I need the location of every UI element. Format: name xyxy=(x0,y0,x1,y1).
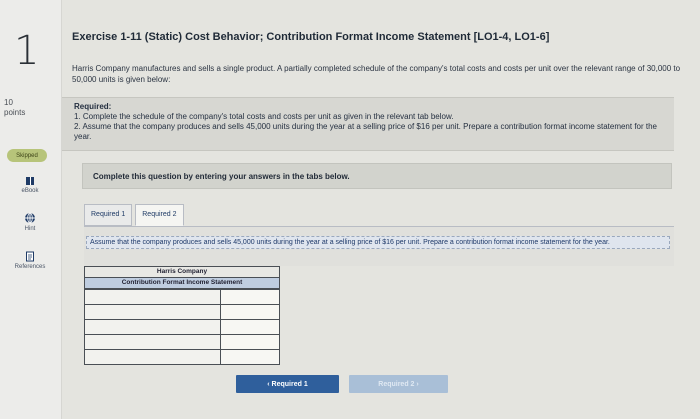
next-required-button[interactable] xyxy=(349,375,448,393)
row-label-input[interactable] xyxy=(85,335,221,350)
row-amount-input[interactable] xyxy=(221,350,280,365)
points-value: 10 xyxy=(4,98,13,107)
points-label: points xyxy=(4,108,26,117)
chevron-left-icon: ‹ xyxy=(267,380,272,388)
row-label-input[interactable] xyxy=(85,290,221,305)
ebook-button[interactable] xyxy=(10,176,50,194)
statement-row xyxy=(85,350,280,365)
required-section xyxy=(62,97,674,151)
row-amount-input[interactable] xyxy=(221,320,280,335)
document-icon xyxy=(25,251,35,262)
row-label-input[interactable] xyxy=(85,305,221,320)
question-sidebar xyxy=(0,0,62,419)
required-tabs xyxy=(84,204,187,226)
prev-required-button[interactable] xyxy=(236,375,339,393)
chevron-right-icon: › xyxy=(414,380,419,388)
row-amount-input[interactable] xyxy=(221,305,280,320)
instruction-banner: Complete this question by entering your answers in the tabs below. xyxy=(82,163,672,189)
hint-label: Hint xyxy=(24,226,36,232)
exercise-intro: Harris Company manufactures and sells a single product. A partially completed schedule of the company's total costs and costs per unit over the relevant range of 30,000 to 50,000 units is given below: xyxy=(72,64,681,84)
hint-button[interactable] xyxy=(10,212,50,232)
statement-row xyxy=(85,290,280,305)
row-label-input[interactable] xyxy=(85,350,221,365)
references-label: References xyxy=(14,264,46,270)
next-button-label: Required 2 xyxy=(378,380,415,388)
statement-table xyxy=(84,289,280,365)
exercise-title: Exercise 1-11 (Static) Cost Behavior; Contribution Format Income Statement [LO1-4, LO1-6] xyxy=(72,31,550,43)
references-button[interactable] xyxy=(10,251,50,270)
prev-button-label: Required 1 xyxy=(271,380,308,388)
income-statement xyxy=(84,266,280,365)
statement-title: Contribution Format Income Statement xyxy=(84,277,280,289)
required-heading: Required: xyxy=(74,102,112,111)
row-amount-input[interactable] xyxy=(221,335,280,350)
tab-panel xyxy=(84,226,674,266)
status-badge: Skipped xyxy=(7,149,47,162)
required-item-1: 1. Complete the schedule of the company's total costs and costs per unit as given in the relevant tab below. xyxy=(74,112,454,121)
statement-row xyxy=(85,320,280,335)
panel-prompt: Assume that the company produces and sells 45,000 units during the year at a selling price of $16 per unit. Prepare a contribution format income statement for the year. xyxy=(86,236,670,249)
globe-icon xyxy=(24,212,36,224)
tab-required-1[interactable]: Required 1 xyxy=(84,204,132,226)
statement-company: Harris Company xyxy=(84,266,280,277)
required-item-2: 2. Assume that the company produces and sells 45,000 units during the year at a selling price of $16 per unit. Prepare a contribution format income statement for the year. xyxy=(74,122,657,141)
question-number: 1 xyxy=(14,28,40,74)
row-label-input[interactable] xyxy=(85,320,221,335)
statement-row xyxy=(85,335,280,350)
points-display xyxy=(4,98,25,118)
book-icon xyxy=(25,176,35,186)
tab-required-2[interactable]: Required 2 xyxy=(135,204,183,226)
row-amount-input[interactable] xyxy=(221,290,280,305)
ebook-label: eBook xyxy=(21,188,39,194)
statement-row xyxy=(85,305,280,320)
